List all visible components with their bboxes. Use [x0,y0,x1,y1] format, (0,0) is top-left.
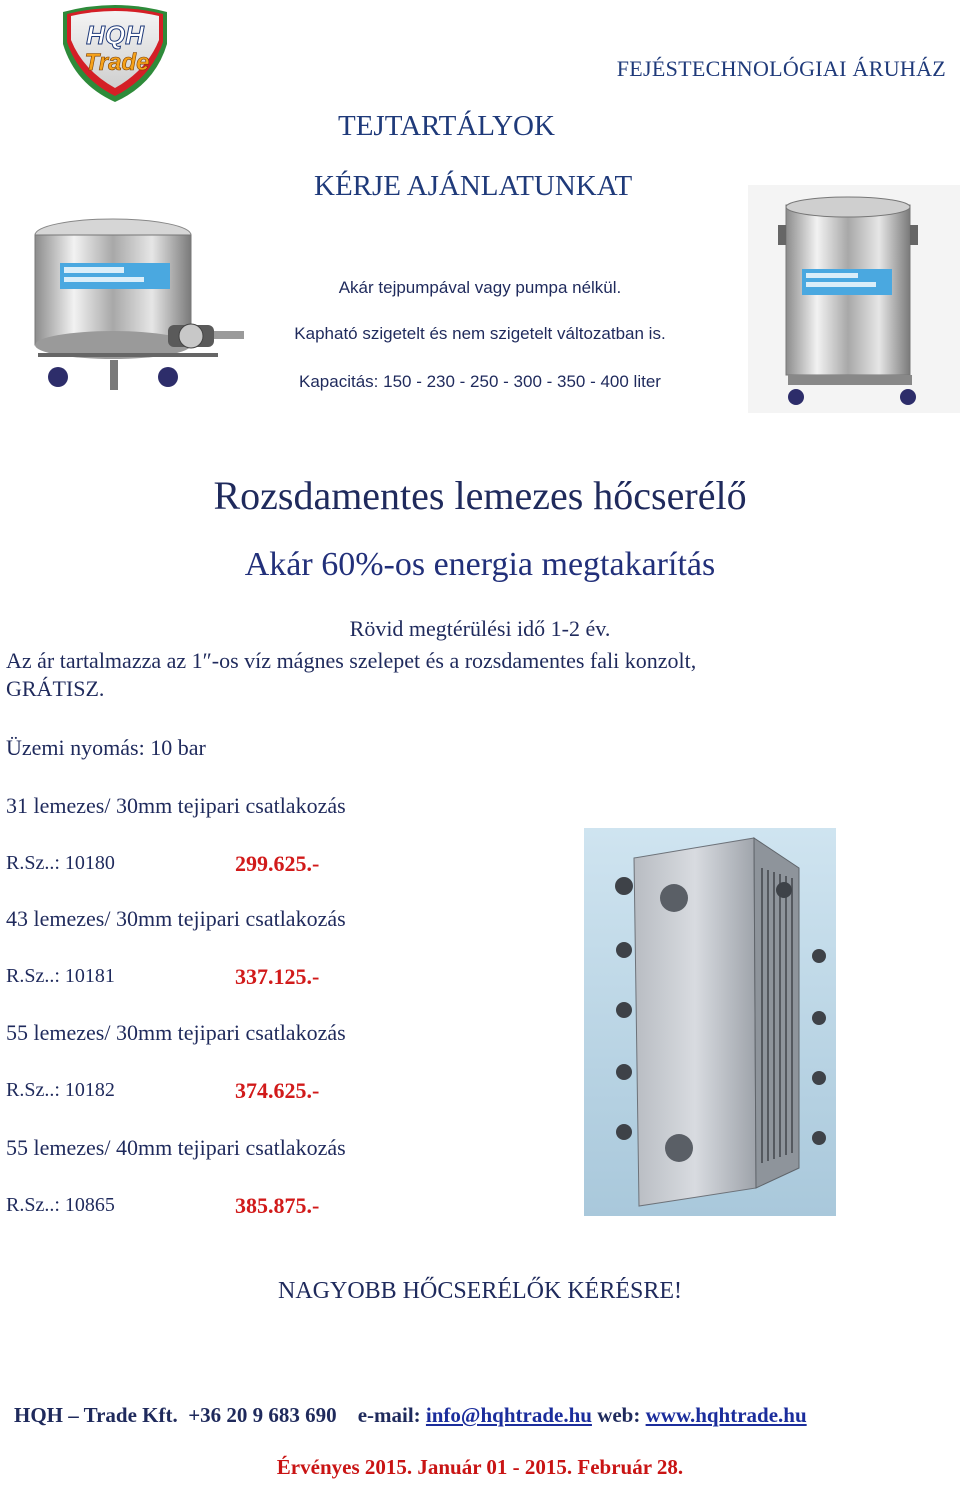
item-description: 43 lemezes/ 30mm tejipari csatlakozás [6,906,346,931]
item-description: 55 lemezes/ 40mm tejipari csatlakozás [6,1135,346,1160]
item-ref: R.Sz..: 10865 [6,1194,115,1216]
tanks-heading: TEJTARTÁLYOK [338,110,555,142]
tank-insulation-option: Kapható szigetelt és nem szigetelt változatban is. [294,324,666,343]
validity-period: Érvényes 2015. Január 01 - 2015. Február 28. [276,1455,684,1479]
item-price: 337.125.- [235,964,320,989]
exchanger-title: Rozsdamentes lemezes hőcserélő [213,473,747,518]
web-label: web: [597,1403,641,1427]
item-description: 31 lemezes/ 30mm tejipari csatlakozás [6,793,346,818]
included-text-line1: Az ár tartalmazza az 1″-os víz mágnes szelepet és a rozsdamentes fali konzolt, [6,648,697,673]
operating-pressure: Üzemi nyomás: 10 bar [6,735,206,760]
bigger-exchangers-notice: NAGYOBB HŐCSERÉLŐK KÉRÉSRE! [277,1278,682,1304]
email-label: e-mail: [357,1403,421,1427]
item-ref: R.Sz..: 10180 [6,852,115,874]
offer-heading: KÉRJE AJÁNLATUNKAT [314,170,633,202]
company-name: HQH – Trade Kft. [14,1403,178,1427]
logo-trade-text: Trade [84,49,150,76]
included-text-line2: GRÁTISZ. [6,676,105,701]
hqh-trade-logo [55,4,175,104]
phone-number: +36 20 9 683 690 [188,1403,337,1427]
store-tagline: FEJÉSTECHNOLÓGIAI ÁRUHÁZ [616,56,946,81]
item-ref: R.Sz..: 10182 [6,1079,115,1101]
email-link[interactable]: info@hqhtrade.hu [425,1403,592,1427]
item-ref: R.Sz..: 10181 [6,965,115,987]
item-description: 55 lemezes/ 30mm tejipari csatlakozás [6,1020,346,1045]
web-link[interactable]: www.hqhtrade.hu [645,1403,807,1427]
item-price: 299.625.- [235,851,320,876]
plate-heat-exchanger-image [584,828,836,1216]
tank-pump-option: Akár tejpumpával vagy pumpa nélkül. [338,278,622,297]
payback-text: Rövid megtérülési idő 1-2 év. [349,616,611,641]
item-price: 374.625.- [235,1078,320,1103]
tank-capacity: Kapacitás: 150 - 230 - 250 - 300 - 350 - 400 liter [299,372,661,391]
footer-contact [14,1403,807,1428]
item-price: 385.875.- [235,1193,320,1218]
exchanger-subtitle: Akár 60%-os energia megtakarítás [244,546,716,583]
logo-hqh-text: HQH [86,20,144,50]
